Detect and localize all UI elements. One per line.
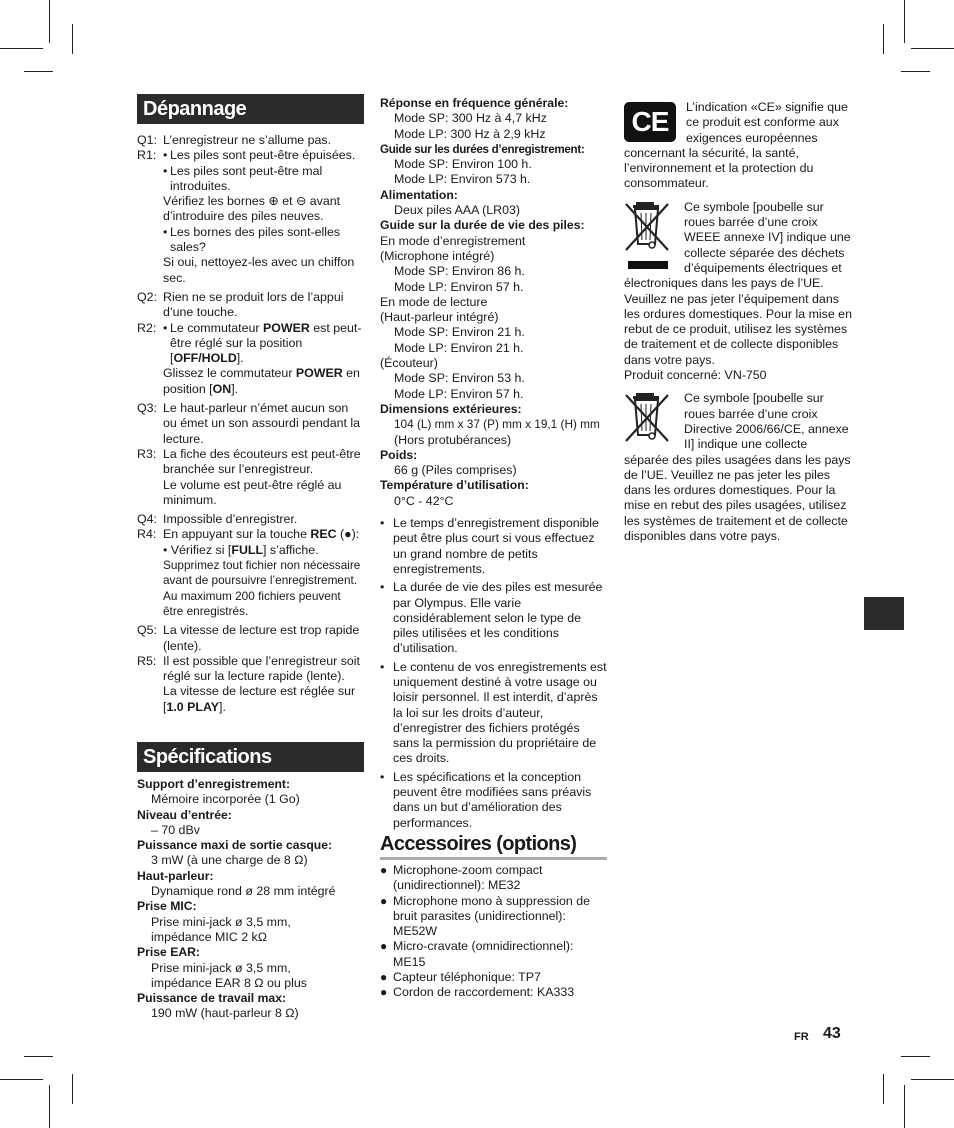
list-item: Le temps d’enregistrement disponible peut être plus court si vous effectuez un grand nombre de petits enregistrements. <box>393 516 599 576</box>
spec-value: 66 g (Piles comprises) <box>394 463 517 478</box>
section-title-specs: Spécifications <box>137 742 364 772</box>
chapter-tab <box>864 597 904 630</box>
qa-text: Supprimez tout fichier non nécessaire avant de poursuivre l’enregistrement. Au maximum 200 fichiers peuvent être enregistrés. <box>163 558 361 618</box>
qa-key: Q4: <box>137 512 157 527</box>
qa-key: Q2: <box>137 289 157 304</box>
spec-value: Mode SP: 300 Hz à 4,7 kHz <box>394 111 547 126</box>
list-item: Microphone-zoom compact (unidirectionnel): ME32 <box>393 863 543 893</box>
list-item: Le contenu de vos enregistrements est uniquement destiné à votre usage ou loisir personnel. Il est interdit, d’après la loi sur les droits d’auteur, d’enregistrer des fichiers protégés sans la permission du propriétaire de ces droits. <box>393 659 607 766</box>
qa-q2 <box>137 290 364 321</box>
bullet-icon: ● <box>380 985 388 1000</box>
spec-heading: Prise EAR: <box>137 945 200 960</box>
spec-heading: Température d’utilisation: <box>380 478 529 493</box>
qa-text: Il est possible que l’enregistreur soit réglé sur la lecture rapide (lente). <box>163 653 360 684</box>
qa-key: R5: <box>137 653 157 668</box>
qa-text: Vérifiez les bornes ⊕ et ⊖ avant d’introduire des piles neuves. <box>163 194 341 224</box>
qa-q1 <box>137 133 364 148</box>
crop-mark <box>904 1085 905 1128</box>
section-title-depannage: Dépannage <box>137 94 364 124</box>
weee-text: Ce symbole [poubelle sur roues barrée d’une croix WEEE annexe IV] indique une collecte séparée des déchets d’équipements électriques et électroniques dans les pays de l’UE. Veuillez ne pas jeter l’équipement dans les ordures domestiques. Pour la mise en rebut de ce produit, utilisez les systèmes de traitement et de collecte disponibles dans votre pays. <box>624 199 852 367</box>
spec-value: Deux piles AAA (LR03) <box>394 203 521 218</box>
spec-value: (Écouteur) <box>380 356 438 371</box>
crop-mark <box>72 1074 73 1104</box>
spec-value: (Hors protubérances) <box>394 432 512 447</box>
spec-heading: Puissance de travail max: <box>137 991 287 1006</box>
spec-value: Mode LP: 300 Hz à 2,9 kHz <box>394 126 546 141</box>
qa-text: La fiche des écouteurs est peut-être branchée sur l’enregistreur. <box>163 446 361 477</box>
accessories-section <box>380 832 607 1001</box>
qa-r2: R2: • Le commutateur POWER est peut-être réglé sur la position [OFF/HOLD]. Glissez le commutateur POWER en position [ON]. <box>137 321 364 397</box>
list-item: Micro-cravate (omnidirectionnel): ME15 <box>393 939 574 969</box>
spec-value: 0°C - 42°C <box>394 493 454 508</box>
ce-text: L’indication «CE» signifie que ce produit est conforme aux exigences européennes concernant la sécurité, la santé, l’environnement et la protection du consommateur. <box>624 100 848 191</box>
crop-mark <box>904 0 905 43</box>
list-item: Capteur téléphonique: TP7 <box>393 970 541 985</box>
qa-r3 <box>137 447 364 508</box>
spec-value: Dynamique rond ø 28 mm intégré <box>151 884 336 899</box>
crop-mark <box>911 48 954 49</box>
spec-heading: Guide sur les durées d’enregistrement: <box>380 142 585 156</box>
spec-value: Mémoire incorporée (1 Go) <box>151 792 300 807</box>
battery-bin-icon <box>624 391 674 443</box>
weee-bin-icon <box>624 200 674 270</box>
spec-value: impédance EAR 8 Ω ou plus <box>151 975 307 990</box>
qa-q4 <box>137 512 364 527</box>
column-middle <box>380 96 608 834</box>
qa-text: En appuyant sur la touche REC (●): <box>163 527 360 542</box>
list-item: Les spécifications et la conception peuvent être modifiées sans préavis dans un but d’amélioration des performances. <box>393 769 592 830</box>
crop-mark <box>49 1085 50 1128</box>
bullet-icon: ● <box>380 939 388 954</box>
crop-mark <box>0 48 43 49</box>
spec-heading: Guide sur la durée de vie des piles: <box>380 218 585 233</box>
spec-value: (Haut-parleur intégré) <box>380 310 499 325</box>
crop-mark <box>901 71 930 72</box>
spec-value: 3 mW (à une charge de 8 Ω) <box>151 853 308 868</box>
spec-value: impédance MIC 2 kΩ <box>151 929 268 944</box>
spec-value: Mode SP: Environ 21 h. <box>394 325 525 340</box>
qa-r4 <box>137 527 364 619</box>
crop-mark <box>883 24 884 54</box>
page-number: 43 <box>823 1025 841 1042</box>
qa-q5 <box>137 623 364 654</box>
spec-value: Mode LP: Environ 57 h. <box>394 279 524 294</box>
list-item: Le commutateur POWER est peut-être réglé sur la position [OFF/HOLD]. <box>170 320 362 366</box>
qa-text: L’enregistreur ne s’allume pas. <box>163 133 332 147</box>
list-item: Les bornes des piles sont-elles sales? <box>170 224 341 255</box>
crop-mark <box>901 1056 930 1057</box>
crop-mark <box>0 1079 43 1080</box>
crop-mark <box>49 0 50 43</box>
spec-heading: Alimentation: <box>380 187 458 202</box>
qa-text: Rien ne se produit lors de l’appui d’une touche. <box>163 289 344 320</box>
spec-value: Mode SP: Environ 86 h. <box>394 264 525 279</box>
qa-text: Le haut-parleur n’émet aucun son ou émet un son assourdi pendant la lecture. <box>163 401 361 446</box>
qa-text: La vitesse de lecture est réglée sur [1.0 PLAY]. <box>163 684 356 714</box>
qa-text: • Vérifiez si [FULL] s’affiche. <box>163 542 319 557</box>
qa-key: Q5: <box>137 623 157 638</box>
list-item: Microphone mono à suppression de bruit parasites (unidirectionnel): ME52W <box>393 893 590 939</box>
spec-value: Mode LP: Environ 573 h. <box>394 172 531 187</box>
crop-mark <box>24 1056 53 1057</box>
spec-heading: Poids: <box>380 447 418 462</box>
qa-key: R4: <box>137 527 157 542</box>
spec-value: Mode SP: Environ 53 h. <box>394 371 525 386</box>
list-item: La durée de vie des piles est mesurée par Olympus. Elle varie considérablement selon le type de piles utilisées et les conditions d’utilisation. <box>393 580 603 656</box>
specs-section <box>137 742 364 1022</box>
qa-text: Impossible d’enregistrer. <box>163 512 298 527</box>
crop-mark <box>911 1079 954 1080</box>
language-label: FR <box>794 1031 809 1043</box>
spec-value: En mode d’enregistrement <box>380 233 526 248</box>
list-item: Les piles sont peut-être mal introduites. <box>170 163 323 193</box>
spec-value: Mode LP: Environ 57 h. <box>394 386 524 401</box>
spec-value: Mode LP: Environ 21 h. <box>394 340 524 355</box>
section-title-accessories: Accessoires (options) <box>380 832 607 860</box>
spec-value: 190 mW (haut-parleur 8 Ω) <box>151 1006 299 1021</box>
spec-value: 104 (L) mm x 37 (P) mm x 19,1 (H) mm <box>394 417 600 432</box>
spec-value: Mode SP: Environ 100 h. <box>394 157 532 172</box>
spec-heading: Niveau d’entrée: <box>137 807 232 822</box>
spec-heading: Dimensions extérieures: <box>380 401 522 416</box>
qa-r5 <box>137 654 364 715</box>
spec-value: Prise mini-jack ø 3,5 mm, <box>151 960 291 975</box>
spec-heading: Réponse en fréquence générale: <box>380 96 569 110</box>
qa-key: R2: <box>137 320 157 335</box>
spec-value: – 70 dBv <box>151 822 200 837</box>
qa-key: Q1: <box>137 133 157 147</box>
crop-mark <box>72 24 73 54</box>
bullet-icon: ● <box>380 970 388 985</box>
weee-product: Produit concerné: VN-750 <box>624 368 767 383</box>
spec-value: (Microphone intégré) <box>380 248 495 263</box>
column-right <box>624 100 852 544</box>
qa-text: Glissez le commutateur POWER en position [ON]. <box>163 366 360 396</box>
crop-mark <box>883 1074 884 1104</box>
spec-value: En mode de lecture <box>380 294 488 309</box>
list-item: Les piles sont peut-être épuisées. <box>170 148 356 163</box>
ce-mark-icon: CE <box>624 102 676 142</box>
notes-list: • Le temps d’enregistrement disponible peut être plus court si vous effectuez un grand nombre de petits enregistrements. • La durée de vie des piles est mesurée par Olympus. Elle varie considérablement selon le type de piles utilisées et les conditions d’utilisation. • Le contenu de vos enregistrements est uniquement destiné à votre usage ou loisir personnel. Il est interdit, d’après la loi sur les droits d’auteur, d’enregistrer des fichiers protégés sans la permission du propriétaire de ces droits. • Les spécifications et la conception peuvent être modifiées sans préavis dans un but d’amélioration des performances. <box>380 516 607 830</box>
qa-r1: R1: • Les piles sont peut-être épuisées. • Les piles sont peut-être mal introduites. Vérifiez les bornes ⊕ et ⊖ avant d’introduire des piles neuves. • Les bornes des piles sont-elles sales? Si oui, nettoyez-les avec un chiffon sec. <box>137 148 364 286</box>
spec-heading: Support d’enregistrement: <box>137 777 291 791</box>
bullet-icon: ● <box>380 893 388 908</box>
qa-key: R3: <box>137 446 157 461</box>
qa-text: La vitesse de lecture est trop rapide (lente). <box>163 623 360 653</box>
spec-heading: Puissance maxi de sortie casque: <box>137 838 333 853</box>
column-left <box>137 94 364 715</box>
qa-key: R1: <box>137 148 157 163</box>
battery-text: Ce symbole [poubelle sur roues barrée d’une croix Directive 2006/66/CE, annexe II] indique une collecte séparée des piles usagées dans les pays de l’UE. Veuillez ne pas jeter les piles dans les ordures domestiques. Pour la mise en rebut des piles usagées, utilisez les systèmes de traitement et de collecte disponibles dans votre pays. <box>624 391 851 544</box>
list-item: Cordon de raccordement: KA333 <box>393 985 575 1000</box>
qa-text: Le volume est peut-être réglé au minimum. <box>163 477 342 507</box>
bullet-icon: ● <box>380 863 388 877</box>
qa-key: Q3: <box>137 401 157 416</box>
spec-heading: Haut-parleur: <box>137 868 214 883</box>
crop-mark <box>24 71 53 72</box>
qa-text: Si oui, nettoyez-les avec un chiffon sec. <box>163 255 355 285</box>
qa-q3 <box>137 401 364 447</box>
spec-value: Prise mini-jack ø 3,5 mm, <box>151 914 291 929</box>
spec-heading: Prise MIC: <box>137 899 197 914</box>
